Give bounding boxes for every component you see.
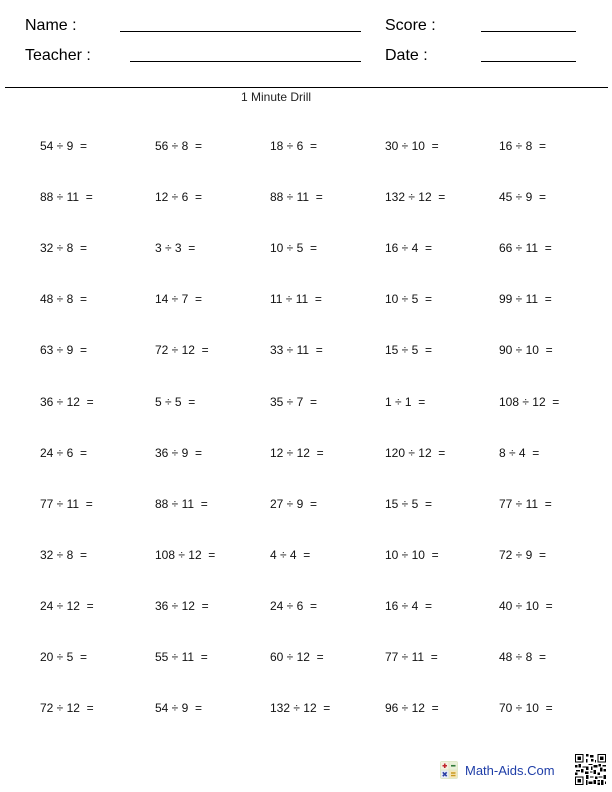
- problem-item: 54 ÷ 9 =: [40, 139, 87, 153]
- teacher-field-line[interactable]: [130, 61, 361, 62]
- problem-item: 88 ÷ 11 =: [155, 497, 208, 511]
- problem-item: 63 ÷ 9 =: [40, 343, 87, 357]
- problem-item: 120 ÷ 12 =: [385, 446, 446, 460]
- brand-link[interactable]: Math-Aids.Com: [465, 763, 555, 778]
- problem-item: 66 ÷ 11 =: [499, 241, 552, 255]
- problem-item: 10 ÷ 10 =: [385, 548, 439, 562]
- problem-item: 8 ÷ 4 =: [499, 446, 540, 460]
- date-field-line[interactable]: [481, 61, 576, 62]
- problem-item: 40 ÷ 10 =: [499, 599, 553, 613]
- teacher-label: Teacher :: [25, 47, 91, 64]
- calculator-icon: [440, 761, 458, 779]
- problem-item: 99 ÷ 11 =: [499, 292, 552, 306]
- problem-item: 12 ÷ 12 =: [270, 446, 324, 460]
- name-field-line[interactable]: [120, 31, 361, 32]
- score-field-line[interactable]: [481, 31, 576, 32]
- problem-item: 36 ÷ 12 =: [40, 395, 94, 409]
- problem-item: 48 ÷ 8 =: [499, 650, 546, 664]
- problem-item: 24 ÷ 6 =: [40, 446, 87, 460]
- qr-code-icon: [575, 754, 606, 785]
- problem-item: 35 ÷ 7 =: [270, 395, 317, 409]
- problem-item: 32 ÷ 8 =: [40, 548, 87, 562]
- problem-item: 72 ÷ 9 =: [499, 548, 546, 562]
- problem-item: 3 ÷ 3 =: [155, 241, 196, 255]
- problem-item: 14 ÷ 7 =: [155, 292, 202, 306]
- problem-item: 72 ÷ 12 =: [40, 701, 94, 715]
- problem-item: 10 ÷ 5 =: [270, 241, 317, 255]
- problem-item: 45 ÷ 9 =: [499, 190, 546, 204]
- date-label: Date :: [385, 47, 428, 64]
- problem-item: 108 ÷ 12 =: [155, 548, 216, 562]
- problem-item: 88 ÷ 11 =: [270, 190, 323, 204]
- problem-item: 132 ÷ 12 =: [270, 701, 331, 715]
- problem-item: 24 ÷ 12 =: [40, 599, 94, 613]
- problem-item: 32 ÷ 8 =: [40, 241, 87, 255]
- problem-item: 36 ÷ 9 =: [155, 446, 202, 460]
- problem-item: 30 ÷ 10 =: [385, 139, 439, 153]
- problem-item: 56 ÷ 8 =: [155, 139, 202, 153]
- problem-item: 1 ÷ 1 =: [385, 395, 426, 409]
- problem-item: 27 ÷ 9 =: [270, 497, 317, 511]
- problem-item: 15 ÷ 5 =: [385, 497, 432, 511]
- problem-item: 54 ÷ 9 =: [155, 701, 202, 715]
- problem-item: 20 ÷ 5 =: [40, 650, 87, 664]
- problem-item: 36 ÷ 12 =: [155, 599, 209, 613]
- problem-item: 77 ÷ 11 =: [40, 497, 93, 511]
- problem-item: 77 ÷ 11 =: [499, 497, 552, 511]
- problem-item: 60 ÷ 12 =: [270, 650, 324, 664]
- problem-item: 88 ÷ 11 =: [40, 190, 93, 204]
- problem-item: 12 ÷ 6 =: [155, 190, 202, 204]
- problem-item: 48 ÷ 8 =: [40, 292, 87, 306]
- problem-item: 77 ÷ 11 =: [385, 650, 438, 664]
- problem-item: 5 ÷ 5 =: [155, 395, 196, 409]
- problem-item: 15 ÷ 5 =: [385, 343, 432, 357]
- problem-item: 4 ÷ 4 =: [270, 548, 311, 562]
- problem-item: 16 ÷ 4 =: [385, 241, 432, 255]
- problem-item: 72 ÷ 12 =: [155, 343, 209, 357]
- problem-item: 108 ÷ 12 =: [499, 395, 560, 409]
- problem-item: 16 ÷ 8 =: [499, 139, 546, 153]
- problem-item: 24 ÷ 6 =: [270, 599, 317, 613]
- score-label: Score :: [385, 17, 436, 34]
- problem-item: 70 ÷ 10 =: [499, 701, 553, 715]
- name-label: Name :: [25, 17, 77, 34]
- drill-title: 1 Minute Drill: [241, 90, 312, 104]
- problem-item: 90 ÷ 10 =: [499, 343, 553, 357]
- problem-item: 132 ÷ 12 =: [385, 190, 446, 204]
- problem-item: 11 ÷ 11 =: [270, 292, 322, 306]
- header-divider: [5, 87, 608, 88]
- problem-item: 55 ÷ 11 =: [155, 650, 208, 664]
- problem-item: 33 ÷ 11 =: [270, 343, 323, 357]
- problem-item: 10 ÷ 5 =: [385, 292, 432, 306]
- problem-item: 18 ÷ 6 =: [270, 139, 317, 153]
- problem-item: 96 ÷ 12 =: [385, 701, 439, 715]
- problem-item: 16 ÷ 4 =: [385, 599, 432, 613]
